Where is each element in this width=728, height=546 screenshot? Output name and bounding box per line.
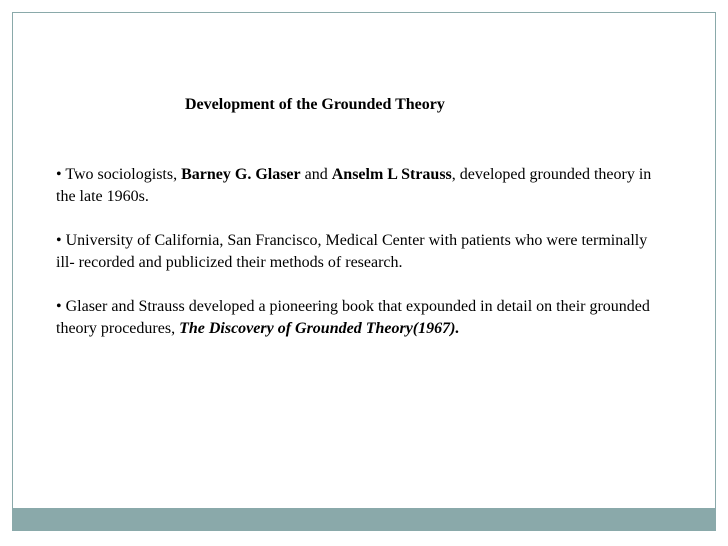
bullet-1-name-strauss: Anselm L Strauss: [331, 166, 452, 183]
slide-title: Development of the Grounded Theory: [185, 96, 445, 113]
bullet-1-prefix: • Two sociologists,: [56, 166, 182, 183]
bullet-item-3: [56, 296, 656, 340]
bullet-item-1: [56, 164, 656, 208]
bullet-2-text: • University of California, San Francisco, Medical Center with patients who were terminally ill- recorded and publicized their methods of research.: [56, 232, 648, 271]
bullet-1-mid: and: [300, 166, 332, 183]
bullet-1-name-glaser: Barney G. Glaser: [181, 166, 301, 183]
bullet-3-prefix: • Glaser and Strauss developed a pioneering book that expounded in detail on their grounded theory procedures,: [56, 298, 650, 337]
bullet-3-book-title: The Discovery of Grounded Theory(1967).: [179, 320, 460, 337]
bullet-1-suffix: , developed grounded theory in the late 1960s.: [56, 166, 652, 205]
bullet-list: [56, 164, 656, 362]
footer-band: [12, 509, 716, 531]
bullet-item-2: [56, 230, 656, 274]
